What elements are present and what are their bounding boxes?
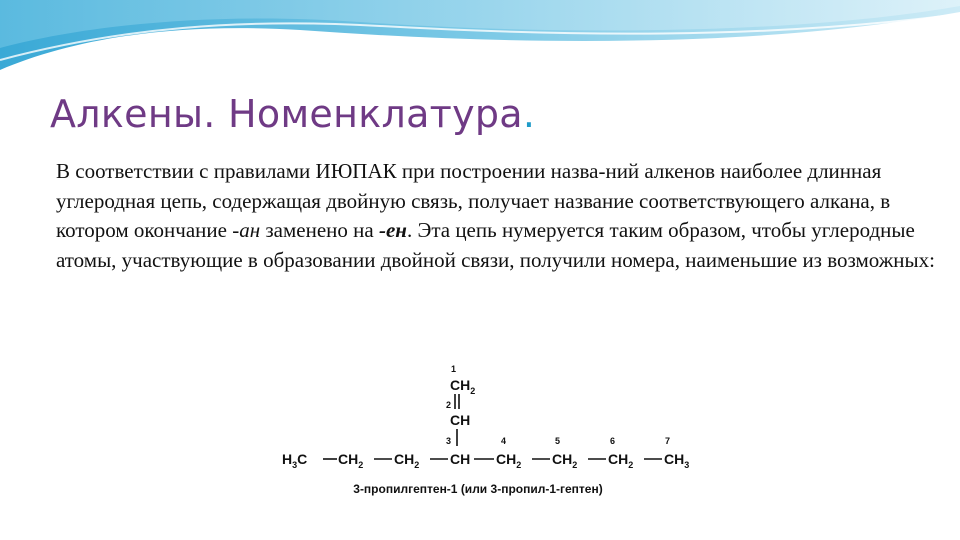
- branch-locant-2: 2: [446, 400, 452, 410]
- body-text-part-1: В соответствии с правилами ИЮПАК при построении назва-ний алкенов наиболее длинная углеродная цепь, содержащая двойную связь, получает название соответствующего алкана, в котором окончание: [56, 159, 891, 243]
- slide-title-text: Алкены. Номенклатура: [50, 92, 523, 136]
- chain-locant-4: 4: [501, 436, 507, 446]
- body-ending-en: -ен: [378, 218, 407, 243]
- slide-title-period: .: [522, 92, 536, 136]
- branch-atom-ch: CH: [450, 412, 471, 428]
- body-ending-an: -ан: [232, 218, 261, 243]
- chain-atom-ch2-c: $CH_2$: [496, 451, 522, 470]
- chain-atom-ch2-d: $CH_2$: [552, 451, 578, 470]
- chain-locant-7: 7: [665, 436, 671, 446]
- chain-atom-ch2-e: $CH_2$: [608, 451, 634, 470]
- chain-atom-ch: CH: [450, 451, 471, 467]
- chain-atom-ch3: $CH_3$: [664, 451, 690, 470]
- chain-atom-h3c: $H_3C$: [282, 451, 308, 470]
- body-paragraph: [56, 157, 936, 275]
- structural-formula-figure: [268, 360, 688, 510]
- chain-locant-6: 6: [610, 436, 616, 446]
- branch-locant-1: 1: [451, 364, 457, 374]
- header-wave-decoration: [0, 0, 960, 70]
- slide-title: [50, 92, 535, 136]
- compound-name-caption: 3-пропилгептен-1 (или 3-пропил-1-гептен): [353, 482, 603, 496]
- chain-atom-ch2-a: $CH_2$: [338, 451, 364, 470]
- chain-locant-5: 5: [555, 436, 561, 446]
- chain-atom-ch2-b: $CH_2$: [394, 451, 420, 470]
- body-text-part-2: заменено на: [260, 218, 379, 243]
- branch-atom-ch2: $CH_2$: [450, 377, 476, 396]
- body-text-part-3: . Эта цепь нумеруется таким образом, чтобы углеродные атомы, участвующие в образовании двойной связи, получили номера, наименьшие из возможных:: [56, 218, 935, 272]
- chain-locant-3: 3: [446, 436, 452, 446]
